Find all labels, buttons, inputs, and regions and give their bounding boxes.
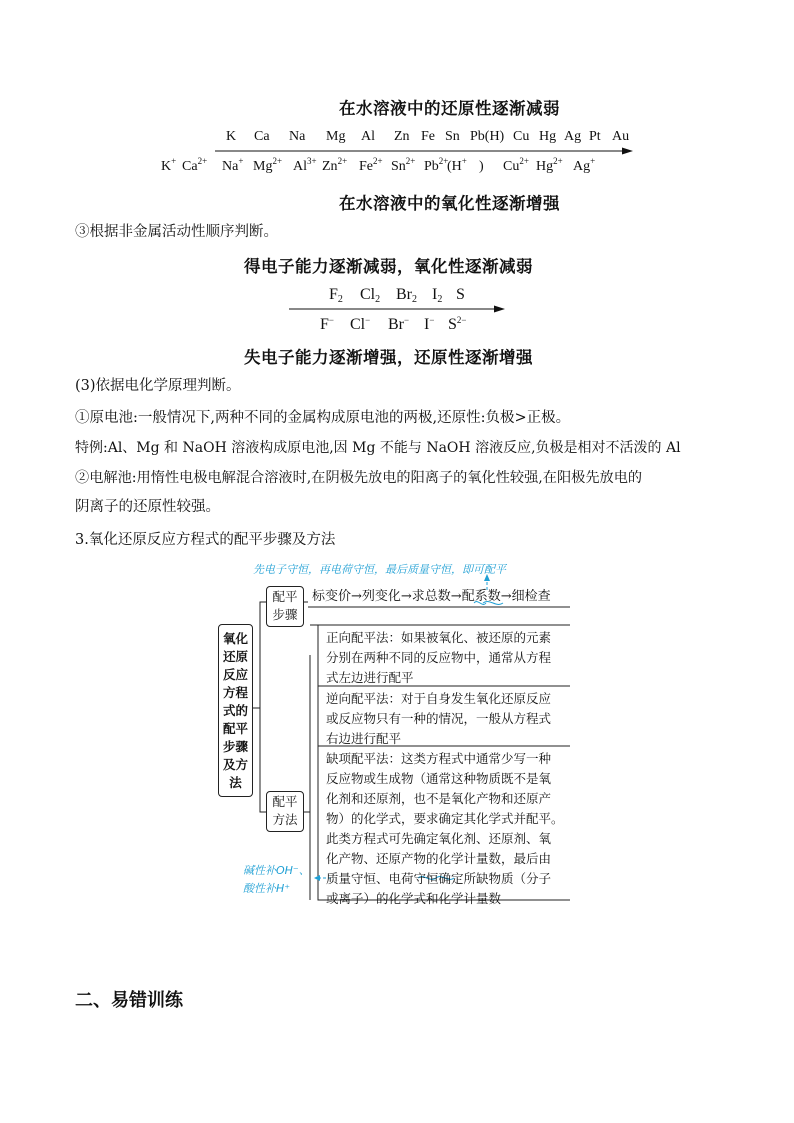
metal-element: Ca bbox=[254, 129, 270, 144]
nonmetal-element: $I_2$ bbox=[432, 286, 443, 305]
forward-line1: 正向配平法：如果被氧化、被还原的元素 bbox=[326, 630, 552, 645]
metal-element: Pt bbox=[589, 129, 601, 144]
metal-ion: (H+ bbox=[447, 156, 467, 174]
mindmap-steps-label bbox=[266, 586, 304, 627]
steps-text-part1: 标变价→列变化→求总数→ bbox=[312, 589, 462, 604]
metal-ion: $Mg^{2+}$ bbox=[253, 156, 283, 174]
methods-label-line1: 配平 bbox=[272, 794, 298, 809]
metal-element: Ag bbox=[564, 129, 582, 144]
methods-label-line2: 方法 bbox=[272, 812, 298, 827]
metal-ion: $Al^{3+}$ bbox=[293, 156, 317, 174]
metal-element: Na bbox=[289, 129, 306, 144]
metal-element: K bbox=[226, 129, 237, 144]
nonmetal-ion: Br− bbox=[388, 315, 410, 333]
reverse-line2: 或反应物只有一种的情况，一般从方程式 bbox=[326, 711, 552, 726]
root-line: 步骤 bbox=[222, 739, 248, 754]
missing-line: 或离子）的化学式和化学计量数 bbox=[326, 891, 502, 906]
mindmap-steps-text bbox=[312, 587, 551, 607]
metal-element: Al bbox=[361, 129, 375, 144]
steps-label-line1: 配平 bbox=[272, 589, 298, 604]
steps-text-part3: →细检查 bbox=[500, 589, 551, 604]
metal-ion: $Sn^{2+}$ bbox=[391, 156, 416, 174]
metal-ion: ) bbox=[479, 159, 484, 174]
forward-line2: 分别在两种不同的反应物中，通常从方程 bbox=[326, 650, 552, 665]
paragraph-electrochem: (3)依据电化学原理判断。 bbox=[75, 378, 241, 394]
metal-element: Hg bbox=[539, 129, 557, 144]
paragraph-special-case: 特例:Al、Mg 和 NaOH 溶液构成原电池,因 Mg 不能与 NaOH 溶液反应,负极是相对不活泼的 Al bbox=[75, 440, 681, 456]
missing-line: 缺项配平法：这类方程式中通常少写一种 bbox=[326, 751, 552, 766]
nonmetal-series-top-label: 得电子能力逐渐减弱，氧化性逐渐减弱 bbox=[244, 257, 533, 276]
mindmap-note-conservation: 先电子守恒，再电荷守恒，最后质量守恒，即可配平 bbox=[253, 563, 506, 576]
nonmetal-ion: Cl− bbox=[350, 315, 371, 333]
nonmetal-ion: F− bbox=[320, 315, 334, 333]
nonmetal-element: $F_2$ bbox=[329, 286, 343, 305]
metal-element: Cu bbox=[513, 129, 530, 144]
metal-ion: $Zn^{2+}$ bbox=[322, 156, 348, 174]
metal-ion: $Hg^{2+}$ bbox=[536, 156, 563, 174]
missing-line: 此类方程式可先确定氧化剂、还原剂、氧 bbox=[326, 831, 552, 846]
section-title: 二、易错训练 bbox=[75, 990, 183, 1011]
metal-element: Fe bbox=[421, 129, 435, 144]
nonmetal-element: S bbox=[456, 286, 465, 303]
root-line: 反应 bbox=[222, 667, 248, 682]
paragraph-electrolysis: ②电解池:用惰性电极电解混合溶液时,在阴极先放电的阳离子的氧化性较强,在阳极先放电的 bbox=[75, 470, 643, 486]
metal-series-bottom-label: 在水溶液中的氧化性逐渐增强 bbox=[339, 194, 560, 213]
metal-ion: Na+ bbox=[222, 156, 244, 174]
metal-element: Sn bbox=[445, 129, 460, 144]
forward-line3: 式左边进行配平 bbox=[326, 670, 414, 685]
root-line: 还原 bbox=[222, 649, 248, 664]
mindmap-note-acid-base bbox=[243, 862, 310, 898]
metal-ion: $Fe^{2+}$ bbox=[359, 156, 383, 174]
missing-line: 化剂和还原剂，也不是氧化产物和还原产 bbox=[326, 791, 552, 806]
nonmetal-series-bottom-label: 失电子能力逐渐增强，还原性逐渐增强 bbox=[244, 348, 533, 367]
reverse-line1: 逆向配平法：对于自身发生氧化还原反应 bbox=[326, 691, 552, 706]
metal-element: Au bbox=[612, 129, 630, 144]
missing-line: 物）的化学式，要求确定其化学式并配平。 bbox=[326, 811, 564, 826]
nonmetal-ion: $S^{2-}$ bbox=[448, 315, 467, 333]
root-line: 配平 bbox=[222, 721, 248, 736]
missing-line: 化产物、还原产物的化学计量数，最后由 bbox=[326, 851, 552, 866]
metal-ion: Ag+ bbox=[573, 156, 596, 174]
nonmetal-ion: I− bbox=[424, 315, 435, 333]
metal-ion: K+ bbox=[161, 156, 177, 174]
paragraph-electrolysis-cont: 阴离子的还原性较强。 bbox=[75, 499, 220, 515]
missing-line: 质量守恒、电荷守恒确定所缺物质（分子 bbox=[326, 871, 552, 886]
steps-text-part2: 配系数 bbox=[461, 589, 501, 604]
root-line: 氧化 bbox=[222, 631, 248, 646]
metal-element: Mg bbox=[326, 129, 346, 144]
mindmap-missing-method bbox=[326, 749, 564, 909]
metal-ion: $Ca^{2+}$ bbox=[182, 156, 208, 174]
root-line: 法 bbox=[229, 775, 242, 790]
metal-ion: $Cu^{2+}$ bbox=[503, 156, 529, 174]
nonmetal-element: $Br_2$ bbox=[396, 286, 417, 305]
note-acidic: 酸性补H⁺ bbox=[243, 882, 291, 895]
metal-ion: $Pb^{2+}$ bbox=[424, 156, 449, 174]
paragraph-balancing-heading: 3.氧化还原反应方程式的配平步骤及方法 bbox=[75, 532, 336, 548]
nonmetal-element: $Cl_2$ bbox=[360, 286, 381, 305]
reverse-line3: 右边进行配平 bbox=[326, 731, 402, 746]
metal-series-top-label: 在水溶液中的还原性逐渐减弱 bbox=[339, 99, 560, 118]
note-alkaline: 碱性补OH⁻、 bbox=[243, 864, 310, 877]
mindmap-root-box bbox=[218, 624, 253, 797]
metal-element: Zn bbox=[394, 129, 410, 144]
missing-line: 反应物或生成物（通常这种物质既不是氧 bbox=[326, 771, 552, 786]
root-line: 及方 bbox=[222, 757, 248, 772]
metal-element: Pb(H) bbox=[470, 129, 505, 144]
mindmap-forward-method bbox=[326, 628, 551, 688]
mindmap-reverse-method bbox=[326, 689, 551, 749]
paragraph-galvanic-cell: ①原电池:一般情况下,两种不同的金属构成原电池的两极,还原性:负极>正极。 bbox=[75, 410, 571, 426]
mindmap-methods-label bbox=[266, 791, 304, 832]
nonmetal-intro: ③根据非金属活动性顺序判断。 bbox=[75, 224, 278, 240]
root-line: 式的 bbox=[222, 703, 248, 718]
root-line: 方程 bbox=[222, 685, 248, 700]
steps-label-line2: 步骤 bbox=[272, 607, 298, 622]
